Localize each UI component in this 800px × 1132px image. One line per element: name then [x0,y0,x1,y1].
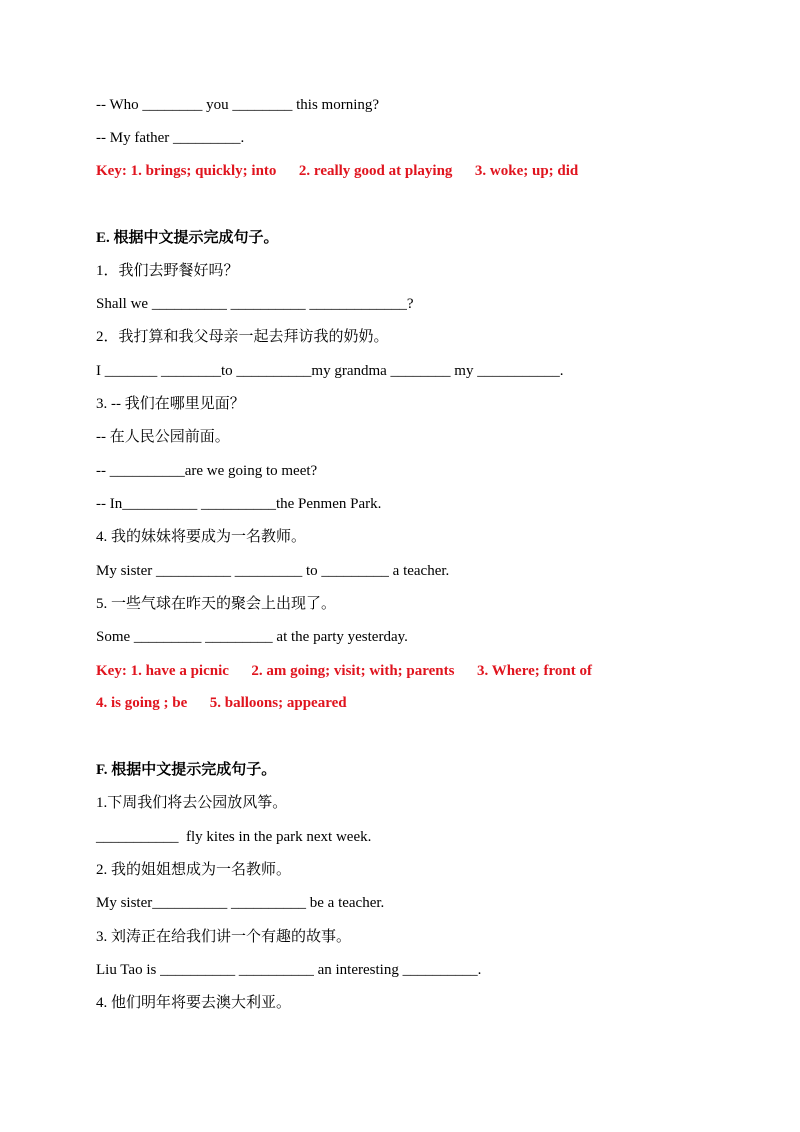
exercise-line: -- My father _________. [96,130,245,146]
answer-key: Key: 1. have a picnic 2. am going; visit; with; parents 3. Where; front of [96,663,592,679]
exercise-line: 2. 我的姐姐想成为一名教师。 [96,862,292,878]
section-f-heading: F. 根据中文提示完成句子。 [96,762,277,778]
exercise-line: My sister __________ _________ to _________ a teacher. [96,563,450,579]
exercise-line: Some _________ _________ at the party yesterday. [96,629,408,645]
exercise-line: 4. 他们明年将要去澳大利亚。 [96,995,292,1011]
exercise-line: Liu Tao is __________ __________ an interesting __________. [96,962,482,978]
exercise-line: 4. 我的妹妹将要成为一名教师。 [96,529,307,545]
exercise-line: I _______ ________to __________my grandma ________ my ___________. [96,363,564,379]
exercise-line: 1.下周我们将去公园放风筝。 [96,795,288,811]
answer-key: Key: 1. brings; quickly; into 2. really good at playing 3. woke; up; did [96,163,579,179]
answer-key: 4. is going ; be 5. balloons; appeared [96,695,347,711]
exercise-line: 2．我打算和我父母亲一起去拜访我的奶奶。 [96,329,389,345]
exercise-line: Shall we __________ __________ _____________? [96,296,414,312]
exercise-line: 1．我们去野餐好吗？ [96,263,239,279]
exercise-line: ___________ fly kites in the park next week. [96,829,372,845]
exercise-line: 5. 一些气球在昨天的聚会上出现了。 [96,596,337,612]
section-e-heading: E. 根据中文提示完成句子。 [96,230,279,246]
exercise-line: -- 在人民公园前面。 [96,429,230,445]
exercise-line: 3. 刘涛正在给我们讲一个有趣的故事。 [96,929,352,945]
exercise-line: My sister__________ __________ be a teacher. [96,895,385,911]
exercise-line: -- In__________ __________the Penmen Park. [96,496,382,512]
exercise-line: -- __________are we going to meet? [96,463,318,479]
exercise-line: 3. -- 我们在哪里见面？ [96,396,245,412]
exercise-line: -- Who ________ you ________ this morning? [96,97,380,113]
